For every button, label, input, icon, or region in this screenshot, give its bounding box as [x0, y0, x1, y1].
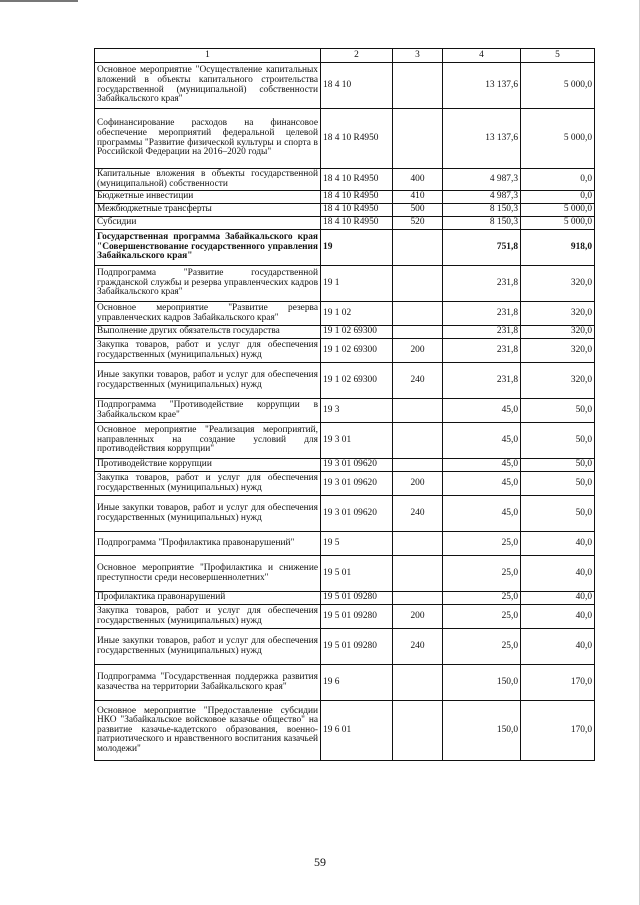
- table-row: [95, 399, 595, 423]
- row-amount-2-cell: 40,0: [521, 556, 595, 592]
- row-amount-1-cell: 25,0: [443, 605, 521, 629]
- row-expense-type-cell: [393, 592, 443, 605]
- table-row: [95, 169, 595, 191]
- row-code-cell: 19 6: [321, 665, 393, 701]
- row-amount-1-cell: 231,8: [443, 302, 521, 326]
- row-amount-2-cell: 40,0: [521, 532, 595, 556]
- row-expense-type-cell: [393, 459, 443, 472]
- row-name-cell: Основное мероприятие "Развитие резерва управленческих кадров Забайкальского края": [95, 302, 321, 326]
- row-code-cell: 18 4 10 R4950: [321, 204, 393, 217]
- row-code-cell: 19 1 02 69300: [321, 363, 393, 399]
- row-code-cell: 19 3 01: [321, 423, 393, 459]
- row-name-cell: Иные закупки товаров, работ и услуг для обеспечения государственных (муниципальных) нужд: [95, 496, 321, 532]
- row-amount-2-cell: 50,0: [521, 423, 595, 459]
- row-amount-2-cell: 40,0: [521, 592, 595, 605]
- table-row: [95, 339, 595, 363]
- row-amount-1-cell: 231,8: [443, 266, 521, 302]
- row-amount-1-cell: 45,0: [443, 496, 521, 532]
- header-col-1: 1: [95, 49, 321, 63]
- row-amount-1-cell: 231,8: [443, 363, 521, 399]
- row-code-cell: 19 1 02: [321, 302, 393, 326]
- row-amount-2-cell: 170,0: [521, 665, 595, 701]
- row-expense-type-cell: [393, 302, 443, 326]
- table-row: [95, 423, 595, 459]
- row-expense-type-cell: [393, 266, 443, 302]
- row-name-cell: Бюджетные инвестиции: [95, 191, 321, 204]
- table-row: [95, 302, 595, 326]
- row-expense-type-cell: [393, 326, 443, 339]
- row-code-cell: 19 3 01 09620: [321, 472, 393, 496]
- row-expense-type-cell: [393, 109, 443, 169]
- row-name-cell: Выполнение других обязательств государства: [95, 326, 321, 339]
- row-code-cell: 19 1: [321, 266, 393, 302]
- budget-table: [94, 48, 595, 761]
- table-row: [95, 217, 595, 230]
- row-amount-1-cell: 231,8: [443, 339, 521, 363]
- row-expense-type-cell: [393, 399, 443, 423]
- row-code-cell: 18 4 10 R4950: [321, 217, 393, 230]
- row-name-cell: Софинансирование расходов на финансовое обеспечение мероприятий федеральной целевой программы "Развитие физической культуры и спорта в Российской Федерации на 2016–2020 годы": [95, 109, 321, 169]
- table-row: [95, 363, 595, 399]
- row-amount-1-cell: 150,0: [443, 701, 521, 761]
- row-expense-type-cell: 200: [393, 472, 443, 496]
- row-name-cell: Подпрограмма "Развитие государственной гражданской службы и резерва управленческих кадров Забайкальского края": [95, 266, 321, 302]
- table-row: [95, 629, 595, 665]
- header-row: [95, 49, 595, 63]
- table-row: [95, 191, 595, 204]
- row-name-cell: Иные закупки товаров, работ и услуг для обеспечения государственных (муниципальных) нужд: [95, 629, 321, 665]
- row-expense-type-cell: 240: [393, 629, 443, 665]
- row-name-cell: Основное мероприятие "Осуществление капитальных вложений в объекты капитального строительства государственной (муниципальной) собственности Забайкальского края": [95, 63, 321, 109]
- row-code-cell: 19 3: [321, 399, 393, 423]
- row-name-cell: Основное мероприятие "Реализация мероприятий, направленных на создание условий для противодействия коррупции": [95, 423, 321, 459]
- row-amount-2-cell: 40,0: [521, 605, 595, 629]
- row-amount-1-cell: 45,0: [443, 423, 521, 459]
- row-expense-type-cell: 500: [393, 204, 443, 217]
- table-row: [95, 592, 595, 605]
- row-code-cell: 18 4 10 R4950: [321, 191, 393, 204]
- row-code-cell: 19 5: [321, 532, 393, 556]
- row-expense-type-cell: [393, 701, 443, 761]
- page-number: 59: [314, 855, 326, 869]
- row-expense-type-cell: 400: [393, 169, 443, 191]
- row-name-cell: Иные закупки товаров, работ и услуг для обеспечения государственных (муниципальных) нужд: [95, 363, 321, 399]
- table-row: [95, 605, 595, 629]
- row-expense-type-cell: [393, 532, 443, 556]
- row-code-cell: 19 1 02 69300: [321, 339, 393, 363]
- row-amount-2-cell: 320,0: [521, 363, 595, 399]
- row-amount-2-cell: 50,0: [521, 472, 595, 496]
- row-expense-type-cell: 240: [393, 496, 443, 532]
- row-name-cell: Межбюджетные трансферты: [95, 204, 321, 217]
- table-row: [95, 109, 595, 169]
- row-expense-type-cell: 520: [393, 217, 443, 230]
- row-code-cell: 19 6 01: [321, 701, 393, 761]
- table-row: [95, 665, 595, 701]
- table-row: [95, 701, 595, 761]
- row-code-cell: 18 4 10 R4950: [321, 109, 393, 169]
- row-amount-2-cell: 40,0: [521, 629, 595, 665]
- row-amount-1-cell: 4 987,3: [443, 169, 521, 191]
- row-name-cell: Основное мероприятие "Предоставление субсидии НКО "Забайкальское войсковое казачье общество" на развитие казачье-кадетского образования, военно-патриотического и нравственного воспитания казачьей молодежи": [95, 701, 321, 761]
- row-amount-1-cell: 231,8: [443, 326, 521, 339]
- row-code-cell: 19 3 01 09620: [321, 459, 393, 472]
- row-amount-2-cell: 5 000,0: [521, 204, 595, 217]
- row-name-cell: Подпрограмма "Противодействие коррупции в Забайкальском крае": [95, 399, 321, 423]
- row-name-cell: Субсидии: [95, 217, 321, 230]
- scan-edge-mark: [0, 0, 78, 2]
- row-name-cell: Закупка товаров, работ и услуг для обеспечения государственных (муниципальных) нужд: [95, 339, 321, 363]
- row-amount-2-cell: 320,0: [521, 302, 595, 326]
- row-expense-type-cell: 240: [393, 363, 443, 399]
- row-amount-1-cell: 25,0: [443, 556, 521, 592]
- row-expense-type-cell: [393, 556, 443, 592]
- row-expense-type-cell: [393, 63, 443, 109]
- row-amount-2-cell: 50,0: [521, 496, 595, 532]
- row-amount-1-cell: 45,0: [443, 472, 521, 496]
- row-amount-2-cell: 5 000,0: [521, 217, 595, 230]
- row-amount-1-cell: 4 987,3: [443, 191, 521, 204]
- row-amount-1-cell: 25,0: [443, 592, 521, 605]
- table-header: [95, 49, 595, 63]
- row-name-cell: Подпрограмма "Профилактика правонарушений": [95, 532, 321, 556]
- row-amount-2-cell: 50,0: [521, 459, 595, 472]
- row-amount-1-cell: 45,0: [443, 399, 521, 423]
- table-row: [95, 556, 595, 592]
- row-amount-1-cell: 8 150,3: [443, 217, 521, 230]
- row-name-cell: Капитальные вложения в объекты государственной (муниципальной) собственности: [95, 169, 321, 191]
- row-code-cell: 19 1 02 69300: [321, 326, 393, 339]
- row-expense-type-cell: [393, 230, 443, 266]
- row-amount-2-cell: 0,0: [521, 169, 595, 191]
- table-row: [95, 326, 595, 339]
- row-expense-type-cell: 200: [393, 339, 443, 363]
- table-row: [95, 459, 595, 472]
- row-code-cell: 18 4 10: [321, 63, 393, 109]
- row-amount-1-cell: 751,8: [443, 230, 521, 266]
- table-row: [95, 204, 595, 217]
- header-col-4: 4: [443, 49, 521, 63]
- row-name-cell: Профилактика правонарушений: [95, 592, 321, 605]
- row-name-cell: Противодействие коррупции: [95, 459, 321, 472]
- row-code-cell: 19 5 01: [321, 556, 393, 592]
- table-row: [95, 532, 595, 556]
- row-code-cell: 19 5 01 09280: [321, 605, 393, 629]
- row-amount-2-cell: 320,0: [521, 339, 595, 363]
- table-body: [95, 63, 595, 761]
- row-amount-1-cell: 13 137,6: [443, 63, 521, 109]
- row-expense-type-cell: 410: [393, 191, 443, 204]
- row-amount-2-cell: 170,0: [521, 701, 595, 761]
- row-expense-type-cell: [393, 665, 443, 701]
- header-col-3: 3: [393, 49, 443, 63]
- row-code-cell: 19 5 01 09280: [321, 629, 393, 665]
- row-amount-2-cell: 5 000,0: [521, 109, 595, 169]
- row-code-cell: 19 5 01 09280: [321, 592, 393, 605]
- row-amount-1-cell: 8 150,3: [443, 204, 521, 217]
- row-expense-type-cell: [393, 423, 443, 459]
- table-row: [95, 230, 595, 266]
- row-amount-2-cell: 5 000,0: [521, 63, 595, 109]
- table-row: [95, 266, 595, 302]
- table-row: [95, 472, 595, 496]
- row-code-cell: 19 3 01 09620: [321, 496, 393, 532]
- header-col-5: 5: [521, 49, 595, 63]
- row-name-cell: Основное мероприятие "Профилактика и снижение преступности среди несовершеннолетних": [95, 556, 321, 592]
- row-amount-2-cell: 50,0: [521, 399, 595, 423]
- row-amount-1-cell: 150,0: [443, 665, 521, 701]
- row-name-cell: Закупка товаров, работ и услуг для обеспечения государственных (муниципальных) нужд: [95, 472, 321, 496]
- table-row: [95, 496, 595, 532]
- row-name-cell: Подпрограмма "Государственная поддержка развития казачества на территории Забайкальского края": [95, 665, 321, 701]
- row-amount-2-cell: 320,0: [521, 326, 595, 339]
- row-amount-2-cell: 320,0: [521, 266, 595, 302]
- row-name-cell: Государственная программа Забайкальского края "Совершенствование государственного управления Забайкальского края": [95, 230, 321, 266]
- row-code-cell: 18 4 10 R4950: [321, 169, 393, 191]
- row-amount-2-cell: 0,0: [521, 191, 595, 204]
- table-row: [95, 63, 595, 109]
- row-amount-1-cell: 13 137,6: [443, 109, 521, 169]
- row-expense-type-cell: 200: [393, 605, 443, 629]
- row-amount-1-cell: 25,0: [443, 532, 521, 556]
- row-amount-1-cell: 25,0: [443, 629, 521, 665]
- header-col-2: 2: [321, 49, 393, 63]
- row-amount-1-cell: 45,0: [443, 459, 521, 472]
- row-name-cell: Закупка товаров, работ и услуг для обеспечения государственных (муниципальных) нужд: [95, 605, 321, 629]
- row-code-cell: 19: [321, 230, 393, 266]
- row-amount-2-cell: 918,0: [521, 230, 595, 266]
